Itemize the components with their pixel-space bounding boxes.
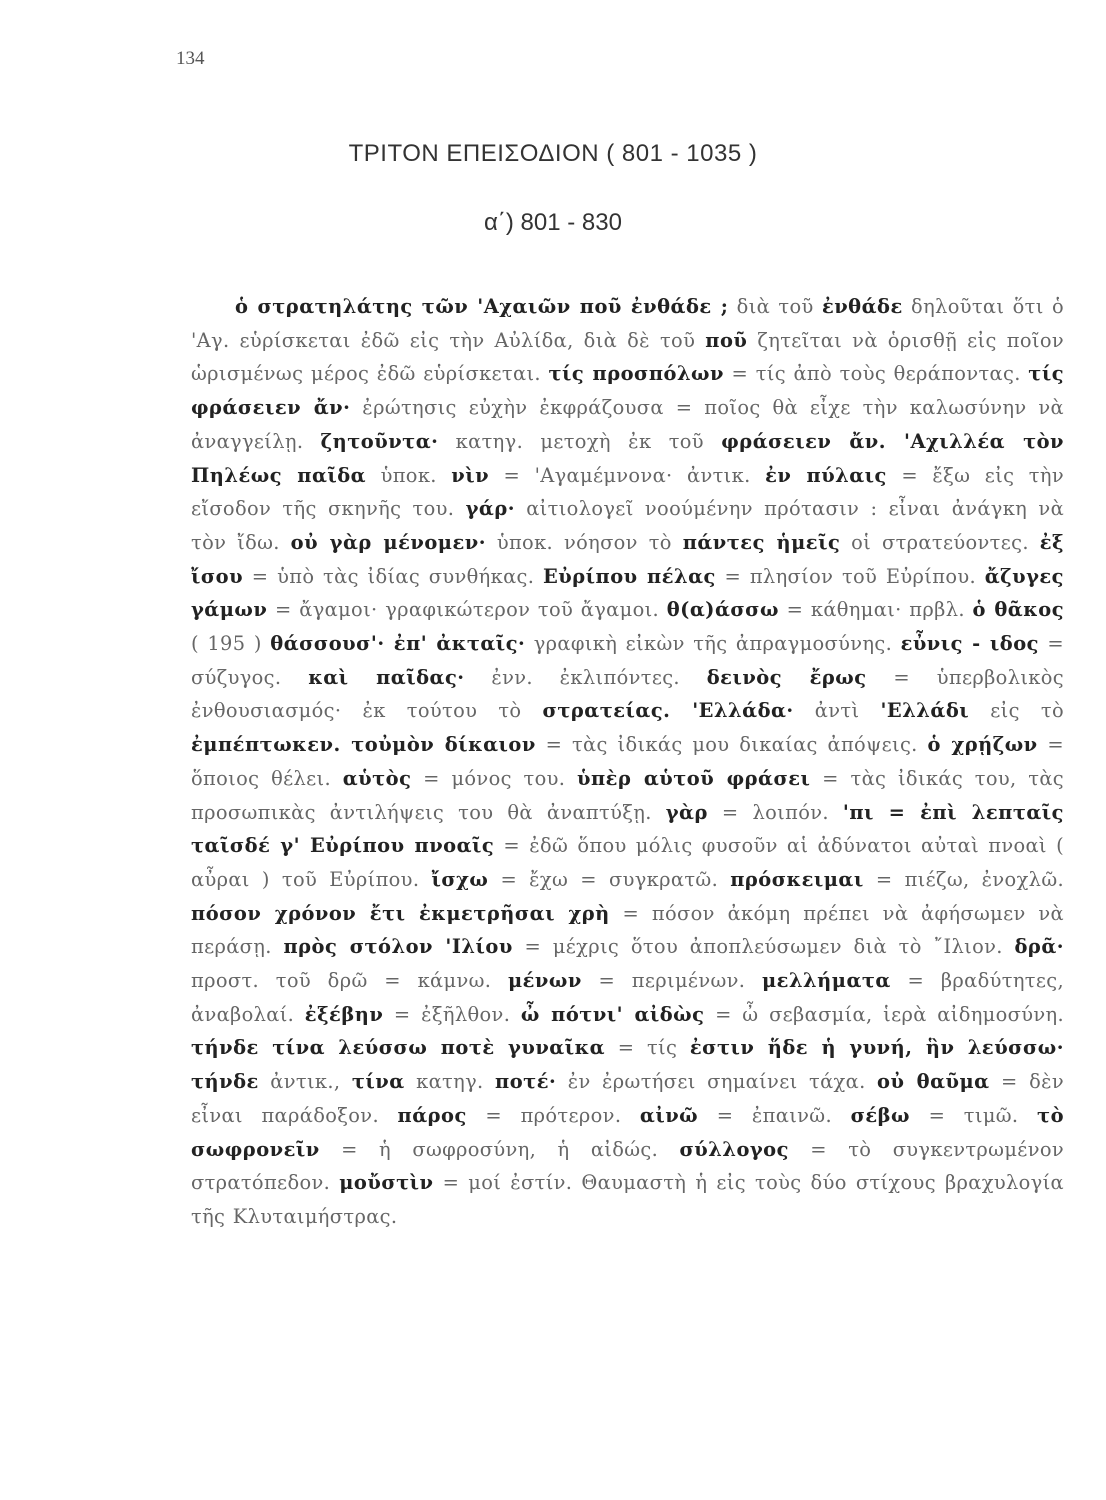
gloss-text: ἐρώτησις εὐχὴν ἐκφράζουσα = ποῖος θὰ εἶχε τὴν καλωσύνην νὰ ἀναγγείλῃ. [191,396,1064,453]
lemma-term: τήνδε τίνα λεύσσω ποτὲ γυναῖκα [191,1036,606,1060]
lemma-term: 'πι = ἐπὶ λεπταῖς ταῖσδέ γ' Εὐρίπου πνοαῖς [191,800,1064,858]
lemma-term: ἐνθάδε [821,295,903,318]
gloss-text: = μέχρις ὅτου ἀποπλεύσωμεν διὰ τὸ ῎Ιλιον. [512,935,1015,959]
gloss-text: δηλοῦται ὅτι ὁ 'Αγ. εὑρίσκεται ἐδῶ εἰς τὴν Αὐλίδα, διὰ δὲ τοῦ [191,295,1064,352]
lemma-term: ἐξέβην [304,1002,384,1026]
gloss-text: = ὦ σεβασμία, ἱερὰ αἰδημοσύνη. [704,1002,1065,1026]
lemma-term: πρὸς στόλον 'Ιλίου [283,935,513,959]
gloss-text: = τὸ συγκεντρωμένον στρατόπεδον. [191,1137,1064,1195]
section-title: ΤΡΙΤΟΝ ΕΠΕΙΣΟΔΙΟΝ ( 801 - 1035 ) [348,140,758,167]
lemma-term: αἰνῶ [639,1103,699,1127]
gloss-text: κατηγ. μετοχὴ ἐκ τοῦ [438,429,722,453]
gloss-text: ἀντικ., [258,1070,352,1094]
gloss-text: = ἐπαινῶ. [698,1103,851,1127]
lemma-term: στρατείας. 'Ελλάδα· [542,699,794,723]
lemma-term: ἐστιν ἥδε ἡ γυνή, ἣν λεύσσω· τήνδε [191,1036,1064,1094]
gloss-text: = τὰς ἰδικάς του, τὰς προσωπικὰς ἀντιλήψεις του θὰ ἀναπτύξῃ. [191,766,1064,824]
subsection-title: α΄) 801 - 830 [484,209,622,236]
gloss-text: = ἐξῆλθον. [383,1002,521,1026]
gloss-text: = μόνος του. [411,766,578,790]
lemma-term: ὁ χρῄζων [927,733,1038,757]
gloss-text: αἰτιολογεῖ νοούμένην πρότασιν : εἶναι ἀνάγκη νὰ τὸν ἴδω. [191,497,1065,554]
gloss-text: εἰς τὸ [969,699,1065,723]
gloss-text: = ὑπὸ τὰς ἰδίας συνθήκας. [243,564,543,588]
gloss-text: = ἄγαμοι· γραφικώτερον τοῦ ἄγαμοι. [267,598,667,622]
gloss-text: = σύζυγος. [191,632,1064,689]
page-number: 134 [176,48,205,69]
gloss-text: = πιέζω, ἐνοχλῶ. [863,867,1064,891]
lemma-term: σέβω [850,1103,911,1127]
lemma-term: οὐ γὰρ μένομεν· [290,530,486,554]
gloss-text: διὰ τοῦ [728,295,822,318]
gloss-text: = τιμῶ. [910,1103,1038,1127]
gloss-text: = δὲν εἶναι παράδοξον. [191,1070,1064,1127]
gloss-text: ἀντὶ [793,699,881,723]
lemma-term: ἐν πύλαις [765,463,887,487]
gloss-text: = τὰς ἰδικάς μου δικαίας ἀπόψεις. [535,733,928,757]
lemma-term: νὶν [451,463,490,487]
lemma-term: δρᾶ· [1014,935,1064,959]
lemma-term: μένων [507,969,582,993]
lemma-term: ὑπὲρ αὑτοῦ φράσει [577,766,811,790]
lemma-term: ζητοῦντα· [320,429,439,453]
gloss-text: = ἐδῶ ὅπου μόλις φυσοῦν αἱ ἀδύνατοι αὐταὶ πνοαὶ ( αὖραι ) τοῦ Εὐρίπου. [191,834,1064,891]
lemma-term: μοὔστὶν [339,1171,434,1195]
gloss-text: = πόσον ἀκόμη πρέπει νὰ ἀφήσωμεν νὰ περάσῃ. [191,901,1064,959]
lemma-term: εὖνις - ιδος [900,632,1039,656]
gloss-text: ( 195 ) [191,632,271,656]
gloss-text: προστ. τοῦ δρῶ = κάμνω. [191,969,508,993]
gloss-text: ὑποκ. [366,463,452,487]
lemma-term: αὑτὸς [342,766,412,790]
lemma-term: πάντες ἡμεῖς [682,530,841,554]
lemma-term: θάσσουσ'· ἐπ' ἀκταῖς· [270,632,526,656]
gloss-text: ὑποκ. νόησον τὸ [485,530,683,554]
lemma-term: τίς προσπόλων [548,362,724,386]
gloss-text: = ὑπερβολικὸς ἐνθουσιασμός· ἐκ τούτου τὸ [191,665,1065,723]
lemma-term: ὁ στρατηλάτης τῶν 'Αχαιῶν ποῦ ἐνθάδε ; [235,295,729,318]
commentary-paragraph [191,290,1064,1234]
lemma-term: πάρος [397,1103,467,1127]
gloss-text: = περιμένων. [581,969,762,993]
gloss-text: = τίς [605,1036,690,1060]
gloss-text: = κάθημαι· πρβλ. [778,598,973,622]
lemma-term: ὦ πότνι' αἰδὼς [520,1002,705,1026]
lemma-term: 'Ελλάδι [880,699,970,723]
lemma-term: ἴσχω [431,867,489,891]
lemma-term: καὶ παῖδας· [308,665,465,689]
gloss-text: ζητεῖται νὰ ὁρισθῇ εἰς ποῖον ὡρισμένως μέρος ἐδῶ εὑρίσκεται. [191,328,1064,386]
lemma-term: δεινὸς ἔρως [706,665,867,689]
lemma-term: τίς φράσειεν ἄν· [191,362,1065,420]
gloss-text: οἱ στρατεύοντες. [840,530,1040,554]
commentary-body [191,290,1064,1234]
gloss-text: = μοί ἐστίν. Θαυμαστὴ ἡ εἰς τοὺς δύο στίχους βραχυλογία τῆς Κλυταιμήστρας. [191,1171,1064,1228]
lemma-term: γάρ· [465,497,515,521]
gloss-text: = ἔξω εἰς τὴν εἴσοδον τῆς σκηνῆς του. [191,463,1064,521]
lemma-term: φράσειεν ἄν. 'Αχιλλέα τὸν Πηλέως παῖδα [191,429,1064,487]
lemma-term: ποτέ· [495,1070,557,1094]
lemma-term: ἄζυγες γάμων [191,564,1064,622]
lemma-term: ἐξ ἴσου [191,530,1064,588]
lemma-term: πόσον χρόνον ἔτι ἐκμετρῆσαι χρὴ [191,901,610,925]
gloss-text: = λοιπόν. [707,800,843,824]
gloss-text: = 'Αγαμέμνονα· ἀντικ. [489,463,766,487]
lemma-term: θ(α)άσσω [666,598,779,622]
gloss-text: = πρότερον. [466,1103,640,1127]
lemma-term: ὁ θᾶκος [972,598,1064,622]
lemma-term: ἐμπέπτωκεν. τοὐμὸν δίκαιον [191,733,536,757]
lemma-term: γὰρ [665,800,708,824]
lemma-term: σύλλογος [679,1137,789,1161]
lemma-term: τίνα [351,1070,405,1094]
lemma-term: ποῦ [705,328,748,352]
gloss-text: γραφικὴ εἰκὼν τῆς ἀπραγμοσύνης. [525,632,901,656]
gloss-text: = ὅποιος θέλει. [191,733,1064,790]
lemma-term: τὸ σωφρονεῖν [191,1103,1065,1161]
lemma-term: οὐ θαῦμα [877,1070,990,1094]
lemma-term: πρόσκειμαι [730,867,864,891]
gloss-text: = βραδύτητες, ἀναβολαί. [191,969,1064,1026]
gloss-text: = ἔχω = συγκρατῶ. [488,867,731,891]
gloss-text: = ἡ σωφροσύνη, ἡ αἰδώς. [319,1137,680,1161]
gloss-text: ἐν ἐρωτήσει σημαίνει τάχα. [556,1070,878,1094]
gloss-text: = πλησίον τοῦ Εὐρίπου. [715,564,985,588]
gloss-text: = τίς ἀπὸ τοὺς θεράποντας. [723,362,1029,386]
lemma-term: Εὐρίπου πέλας [542,564,716,588]
gloss-text: ἐνν. ἐκλιπόντες. [464,665,707,689]
lemma-term: μελλήματα [761,969,891,993]
gloss-text: κατηγ. [404,1070,496,1094]
